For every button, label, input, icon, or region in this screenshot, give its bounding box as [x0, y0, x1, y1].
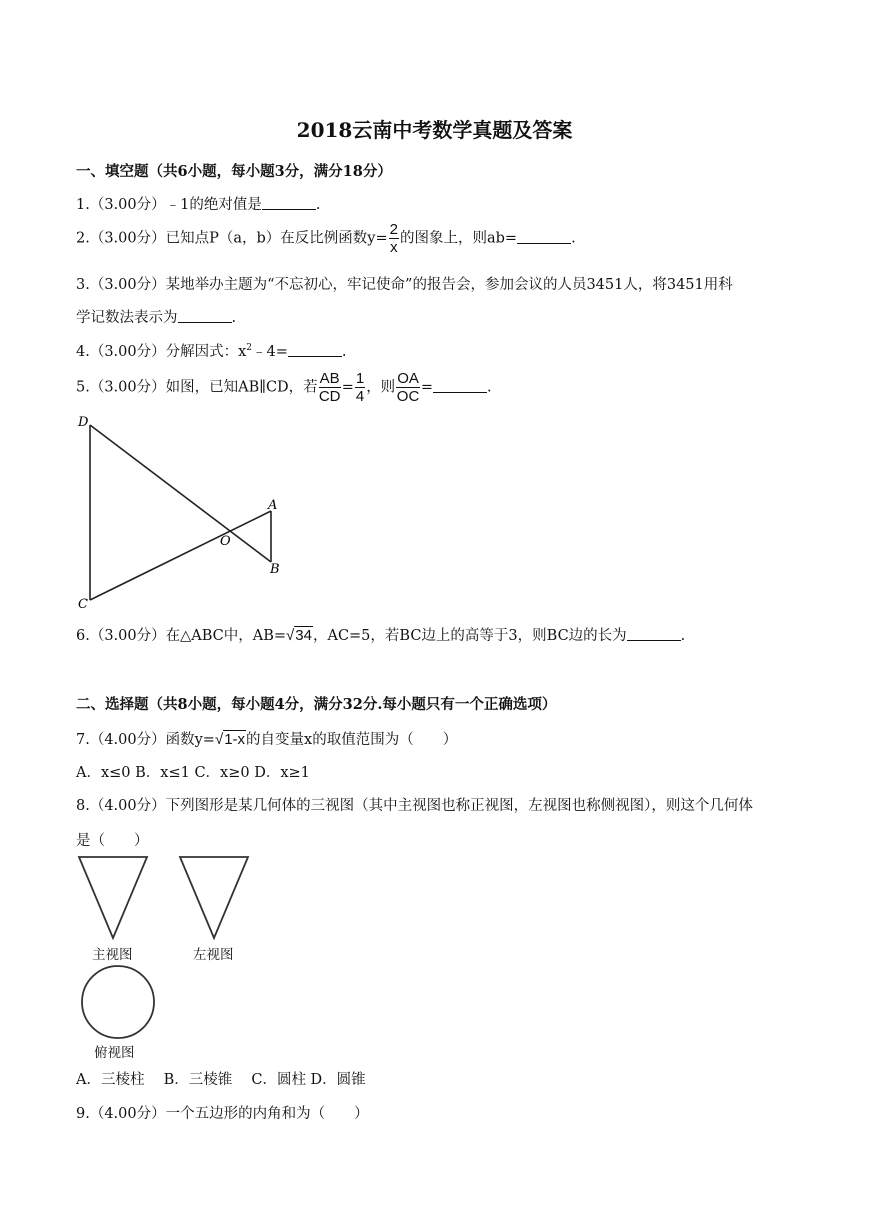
q7-sqrt: √1-x	[214, 731, 246, 748]
q6-end: .	[680, 628, 686, 644]
q5-f3-den: OC	[396, 388, 420, 405]
q5-f3-num: OA	[397, 370, 419, 387]
q3-answer-blank	[178, 308, 232, 323]
q5-text: 5.（3.00分）如图，已知AB∥CD，若	[76, 379, 318, 396]
segment-ca	[90, 511, 271, 600]
question-4	[76, 340, 347, 361]
front-view-caption: 主视图	[92, 947, 133, 962]
q4-answer-blank	[288, 342, 342, 357]
q5-f2-num: 1	[355, 370, 365, 387]
q5-figure	[70, 410, 290, 615]
question-1	[76, 193, 320, 214]
q7-options: A．x≤0 B．x≤1 C．x≥0 D．x≥1	[76, 765, 310, 781]
left-view-triangle	[180, 857, 248, 938]
q6-after: ，AC=5，若BC边上的高等于3，则BC边的长为	[312, 628, 627, 644]
q2-answer-blank	[517, 229, 571, 244]
q6-text: 6.（3.00分）在△ABC中，AB=	[76, 628, 287, 644]
q3-line2-text: 学记数法表示为	[76, 310, 178, 326]
q5-figure-lines	[90, 425, 271, 600]
q5-mid: ，则	[366, 379, 396, 396]
q5-f1-den: CD	[318, 388, 341, 405]
q5-eq: =	[341, 379, 354, 396]
q4-after: ﹣4=	[252, 344, 288, 360]
label-b: B	[270, 562, 280, 577]
section2-heading: 二、选择题（共8小题，每小题4分，满分32分.每小题只有一个正确选项）	[76, 696, 557, 713]
q8-views-bottom-row	[78, 962, 160, 1044]
q2-end: .	[571, 230, 576, 247]
question-7	[76, 728, 457, 749]
q5-f2-den: 4	[355, 388, 365, 405]
q5-end: .	[487, 379, 492, 396]
q5-fraction-ab-cd	[319, 370, 341, 405]
q6-answer-blank	[627, 626, 681, 641]
q2-denominator: x	[390, 239, 398, 256]
question-3-line2	[76, 306, 236, 327]
q2-fraction	[389, 221, 399, 256]
q5-fraction-1-4	[355, 370, 365, 405]
q4-end: .	[341, 344, 347, 360]
q1-text: 1.（3.00分）﹣1的绝对值是	[76, 197, 262, 213]
question-2	[76, 221, 576, 256]
top-view-circle	[82, 966, 154, 1038]
question-6	[76, 624, 685, 645]
left-view-caption: 左视图	[193, 947, 234, 962]
label-d: D	[78, 415, 89, 430]
segment-db	[90, 425, 271, 562]
q1-answer-blank	[262, 195, 316, 210]
q2-after: 的图象上，则ab=	[400, 230, 518, 247]
q5-answer-blank	[433, 378, 487, 393]
question-9: 9.（4.00分）一个五边形的内角和为（ ）	[76, 1106, 369, 1122]
q7-after: 的自变量x的取值范围为（ ）	[246, 732, 458, 748]
q7-text: 7.（4.00分）函数y=	[76, 732, 215, 748]
top-view-caption: 俯视图	[94, 1045, 135, 1060]
label-c: C	[78, 597, 88, 612]
q2-text: 2.（3.00分）已知点P（a，b）在反比例函数y=	[76, 230, 388, 247]
q2-numerator: 2	[389, 221, 398, 238]
q6-radicand: 34	[295, 627, 312, 644]
q8-options: A．三棱柱 B．三棱锥 C．圆柱 D．圆锥	[76, 1072, 366, 1088]
q5-fraction-oa-oc	[396, 370, 420, 405]
q6-sqrt: √34	[286, 627, 312, 644]
question-8-line2: 是（ ）	[76, 833, 149, 849]
q5-f1-num: AB	[319, 370, 340, 387]
section1-heading: 一、填空题（共6小题，每小题3分，满分18分）	[76, 163, 392, 180]
label-o: O	[220, 534, 231, 549]
front-view-triangle	[79, 857, 147, 938]
question-3-line1: 3.（3.00分）某地举办主题为“不忘初心，牢记使命”的报告会，参加会议的人员3451人，将3451用科	[76, 277, 733, 293]
label-a: A	[268, 498, 278, 513]
q8-views-top-row	[74, 852, 264, 942]
page-title: 2018云南中考数学真题及答案	[296, 118, 573, 142]
q3-end: .	[231, 310, 237, 326]
q4-text: 4.（3.00分）分解因式：x	[76, 344, 247, 360]
question-8-line1: 8.（4.00分）下列图形是某几何体的三视图（其中主视图也称正视图，左视图也称侧视图），则这个几何体	[76, 798, 753, 814]
q5-eq2: =	[420, 379, 434, 396]
q7-radicand: 1-x	[224, 731, 246, 748]
q4-sup: 2	[246, 343, 253, 354]
q1-end: .	[315, 197, 321, 213]
question-5	[76, 370, 492, 405]
